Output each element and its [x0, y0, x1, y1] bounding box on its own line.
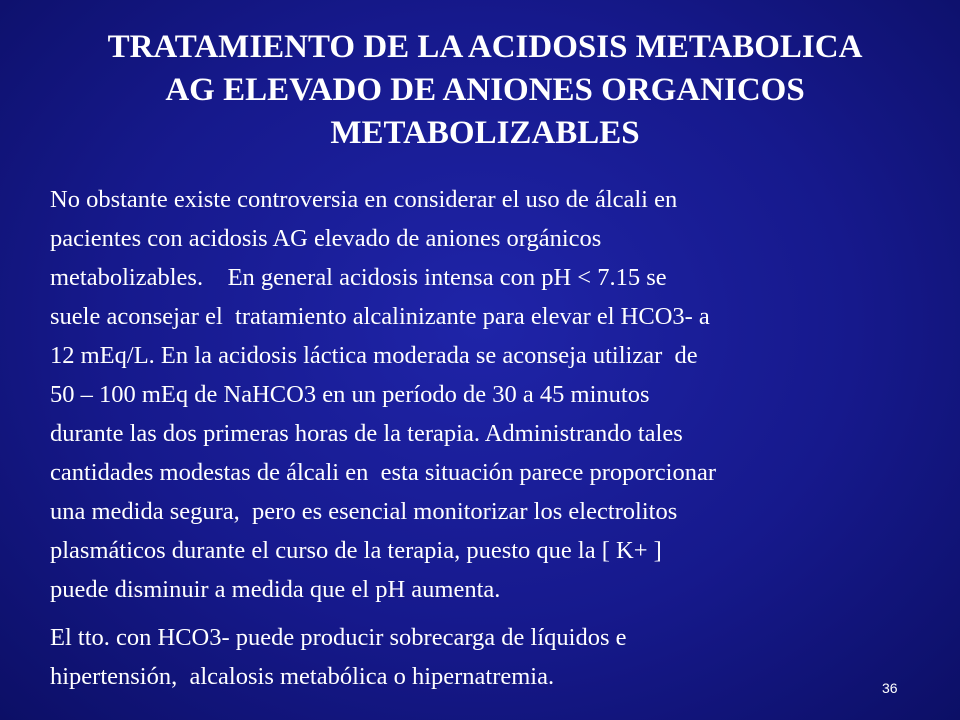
text-line: durante las dos primeras horas de la terapia. Administrando tales	[50, 420, 683, 447]
page-number: 36	[882, 680, 898, 696]
title-line: TRATAMIENTO DE LA ACIDOSIS METABOLICA	[107, 29, 863, 65]
paragraph-1	[50, 180, 930, 609]
text-line: pacientes con acidosis AG elevado de aniones orgánicos	[50, 225, 602, 252]
title-line: AG ELEVADO DE ANIONES ORGANICOS	[165, 72, 805, 108]
text-line: plasmáticos durante el curso de la terapia, puesto que la [ K+ ]	[50, 537, 662, 564]
text-line: suele aconsejar el tratamiento alcalinizante para elevar el HCO3- a	[50, 303, 710, 330]
text-line: 50 – 100 mEq de NaHCO3 en un período de 30 a 45 minutos	[50, 381, 650, 408]
text-line: una medida segura, pero es esencial monitorizar los electrolitos	[50, 498, 678, 525]
text-line: hipertensión, alcalosis metabólica o hipernatremia.	[50, 663, 555, 690]
text-line: No obstante existe controversia en considerar el uso de álcali en	[50, 186, 678, 213]
text-line: cantidades modestas de álcali en esta situación parece proporcionar	[50, 459, 716, 486]
title-line: METABOLIZABLES	[330, 115, 640, 151]
text-line: 12 mEq/L. En la acidosis láctica moderada se aconseja utilizar de	[50, 342, 698, 369]
text-line: El tto. con HCO3- puede producir sobrecarga de líquidos e	[50, 624, 627, 651]
text-line: metabolizables. En general acidosis intensa con pH < 7.15 se	[50, 264, 667, 291]
slide-title	[40, 26, 930, 155]
text-line: puede disminuir a medida que el pH aumenta.	[50, 576, 501, 603]
paragraph-2	[50, 618, 930, 696]
